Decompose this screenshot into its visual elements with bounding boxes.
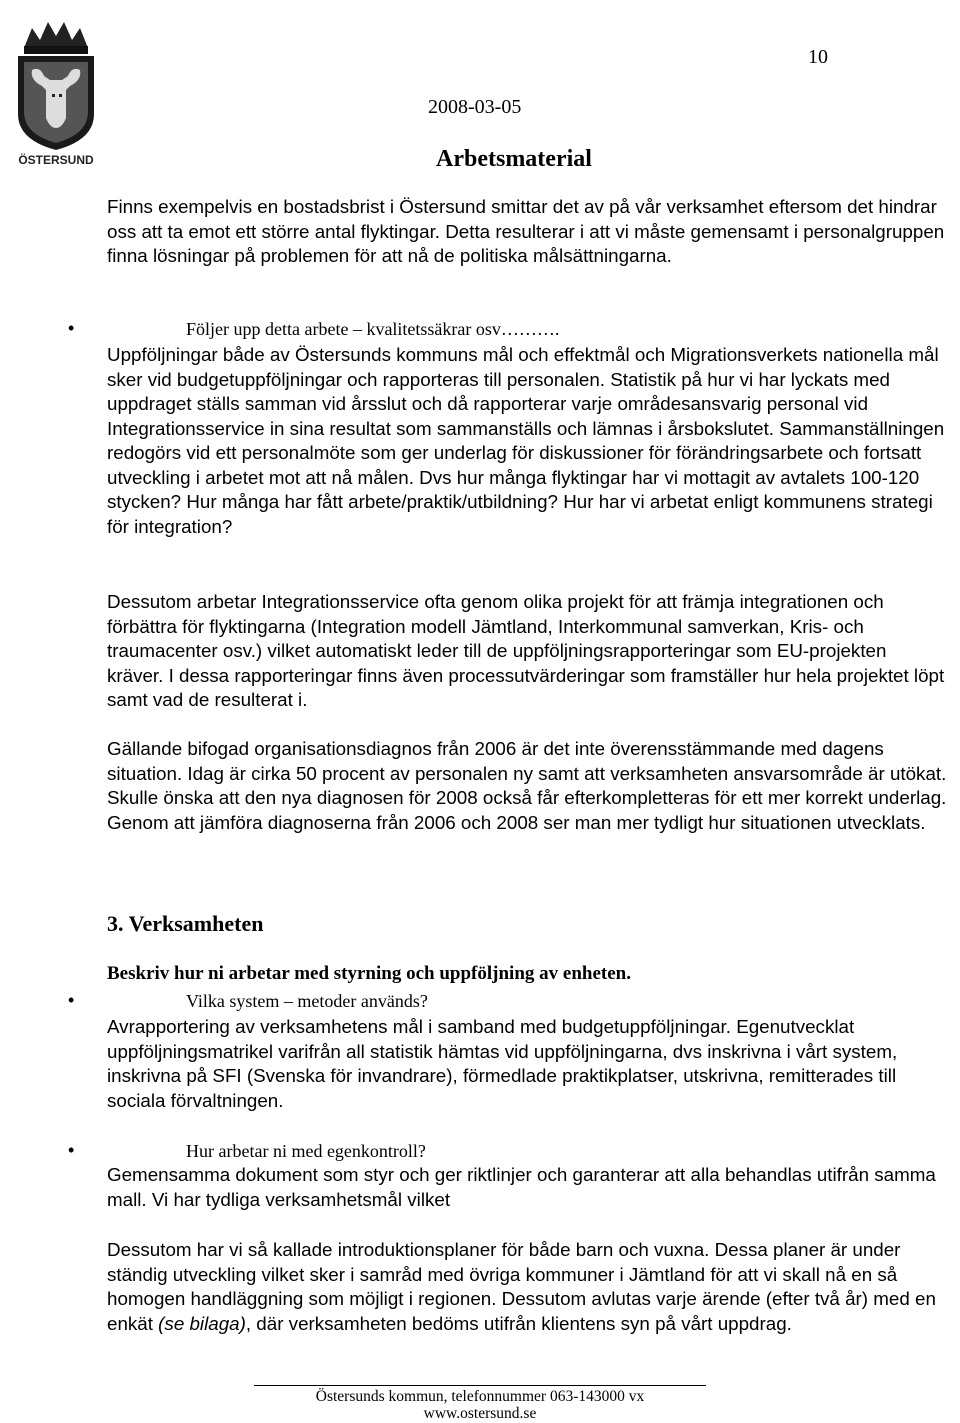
svg-text:ÖSTERSUND: ÖSTERSUND xyxy=(18,153,94,166)
document-title: Arbetsmaterial xyxy=(436,146,592,172)
ostersund-coat-of-arms-logo xyxy=(10,18,102,166)
document-date: 2008-03-05 xyxy=(428,96,522,118)
bullet-marker: • xyxy=(68,990,75,1010)
bullet-marker: • xyxy=(68,318,75,338)
bullet-marker: • xyxy=(68,1140,75,1160)
paragraph-org-diagnosis: Gällande bifogad organisationsdiagnos från 2006 är det inte överensstämmande med dagens situation. Idag är cirka 50 procent av personalen ny samt att verksamheten ansvarsområde är utökat. Skulle önska att den nya diagnosen för 2008 också får efterkompletteras för ett mer korrekt underlag. Genom att jämföra diagnoserna från 2006 och 2008 ser man mer tydligt hur situationen utvecklats. xyxy=(107,738,947,833)
attachment-reference: (se bilaga) xyxy=(158,1312,246,1334)
bullet-heading-self-control: Hur arbetar ni med egenkontroll? xyxy=(186,1141,426,1161)
paragraph-follow-up: Uppföljningar både av Östersunds kommuns mål och effektmål och Migrationsverkets nationella mål sker vid budgetuppföljningar och rapporteras till personalen. Statistik på hur vi har lyckats med uppdraget ställs samman vid årsslut och då rapporterar varje områdesansvarig personal vid Integrationsservice in sina resultat som sammanställs och lämnas i årsbokslutet. Sammanställningen redogörs vid ett personalmöte som ger underlag för diskussioner för förändringsarbete och fortsatt utveckling i arbetet mot att nå målen. Dvs hur många flyktingar har vi mottagit av avtalets 100-120 stycken? Hur många har fått arbete/praktik/utbildning? Hur har vi arbetat enligt kommunens strategi för integration? xyxy=(107,344,945,537)
section-lead: Beskriv hur ni arbetar med styrning och uppföljning av enheten. xyxy=(107,963,631,984)
paragraph-systems: Avrapportering av verksamhetens mål i samband med budgetuppföljningar. Egenutvecklat uppföljningsmatrikel varifrån all statistik hämtas vid uppföljningarna, dvs inskrivna i vårt system, inskrivna på SFI (Svenska för invandrare), förmedlade praktikplatser, utskrivna, remitterades till sociala förvaltningen. xyxy=(107,1016,898,1111)
footer-divider xyxy=(254,1385,706,1386)
footer-website: www.ostersund.se xyxy=(423,1405,537,1422)
paragraph-introduction-plans xyxy=(107,1238,947,1336)
section-heading: 3. Verksamheten xyxy=(107,911,264,936)
paragraph-text: , där verksamheten bedöms utifrån klientens syn på vårt uppdrag. xyxy=(245,1312,792,1334)
paragraph-text: Dessutom har vi så kallade introduktionsplaner för både barn och vuxna. Dessa planer är under ständig utveckling vilket sker i samråd med övriga kommuner i Jämtland för att vi skall nå en så homogen handläggning som möjligt i regionen. Dessutom avlutas varje ärende (efter två år) med en enkät xyxy=(107,1239,936,1334)
bullet-heading-systems: Vilka system – metoder används? xyxy=(186,991,428,1011)
footer-contact: Östersunds kommun, telefonnummer 063-143000 vx xyxy=(315,1388,645,1405)
page-number: 10 xyxy=(808,46,828,68)
paragraph-housing: Finns exempelvis en bostadsbrist i Östersund smittar det av på vår verksamhet eftersom det hindrar oss att ta emot ett större antal flyktingar. Detta resulterar i att vi måste gemensamt i personalgruppen finna lösningar på problemen för att nå de politiska målsättningarna. xyxy=(107,196,945,266)
paragraph-projects: Dessutom arbetar Integrationsservice ofta genom olika projekt för att främja integrationen och förbättra för flyktingarna (Integration modell Jämtland, Interkommunal samverkan, Kris- och traumacenter osv.) vilket automatiskt leder till de uppföljningsrapporteringar som EU-projekten kräver. I dessa rapporteringar finns även processutvärderingar som framställer hur hela projektet löpt samt vad de resulterat i. xyxy=(107,591,945,710)
paragraph-self-control: Gemensamma dokument som styr och ger riktlinjer och garanterar att alla behandlas utifrån samma mall. Vi har tydliga verksamhetsmål vilket xyxy=(107,1164,936,1210)
bullet-heading-follow-up: Följer upp detta arbete – kvalitetssäkrar osv………. xyxy=(186,319,560,339)
